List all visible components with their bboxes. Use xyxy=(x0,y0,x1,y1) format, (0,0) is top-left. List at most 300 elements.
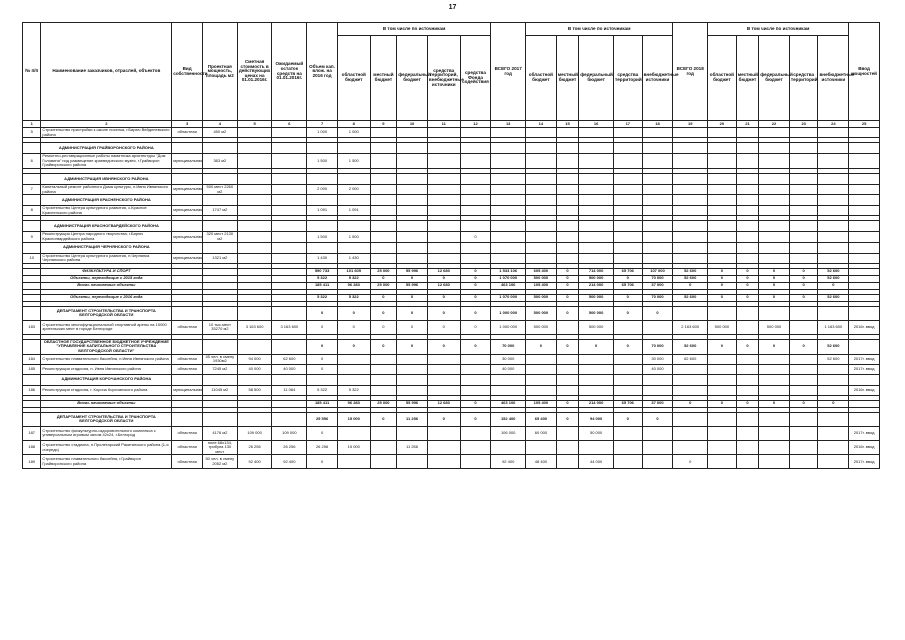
cell-value: 0 xyxy=(613,306,642,320)
empty-cell xyxy=(849,173,880,184)
cell-value xyxy=(491,184,526,194)
cell-value: 55 996 xyxy=(397,400,428,407)
cell-value: 25 000 xyxy=(370,282,397,289)
cell-value: 0 xyxy=(556,412,578,426)
cell-value xyxy=(673,154,708,169)
cell-value xyxy=(818,128,849,138)
cell-value xyxy=(759,354,790,364)
cell-value xyxy=(337,354,370,364)
cell-value xyxy=(736,320,758,334)
empty-cell xyxy=(460,143,491,154)
cell-value xyxy=(202,339,237,354)
cell-value: 0 xyxy=(736,294,758,301)
cell-value: 70 000 xyxy=(642,339,673,354)
empty-cell xyxy=(642,221,673,232)
cell-value xyxy=(849,206,880,216)
object-name: Объекты, переходящие с 2015 года xyxy=(41,275,172,282)
empty-cell xyxy=(579,173,614,184)
object-name: ДЕПАРТАМЕНТ СТРОИТЕЛЬСТВА И ТРАНСПОРТА БЕЛГОРОДСКОЙ ОБЛАСТИ xyxy=(41,306,172,320)
cell-value xyxy=(272,268,307,275)
cell-value xyxy=(818,184,849,194)
cell-value xyxy=(579,385,614,395)
empty-cell xyxy=(172,195,203,206)
empty-cell xyxy=(237,221,272,232)
cell-value: областная xyxy=(172,426,203,440)
cell-value: 2017г. ввод xyxy=(849,354,880,364)
cell-value: 96 283 xyxy=(337,282,370,289)
cell-value xyxy=(272,306,307,320)
row-number xyxy=(23,268,41,275)
empty-cell xyxy=(556,374,578,385)
empty-cell xyxy=(370,242,397,253)
header-num: № п/п xyxy=(23,23,41,121)
column-number: 22 xyxy=(759,121,790,128)
empty-cell xyxy=(491,195,526,206)
row-number: 7 xyxy=(23,184,41,194)
cell-value: 0 xyxy=(789,339,818,354)
cell-value xyxy=(202,294,237,301)
cell-value xyxy=(397,253,428,263)
cell-value: 450 м2 xyxy=(202,128,237,138)
cell-value: 0 xyxy=(427,320,460,334)
cell-value xyxy=(789,128,818,138)
cell-value: 45 чел. в смену 1930м2 xyxy=(202,354,237,364)
cell-value xyxy=(237,282,272,289)
column-number: 23 xyxy=(789,121,818,128)
row-number xyxy=(23,275,41,282)
cell-value: 0 xyxy=(307,306,338,320)
column-number: 19 xyxy=(673,121,708,128)
cell-value: 52 600 xyxy=(818,294,849,301)
row-number xyxy=(23,339,41,354)
empty-cell xyxy=(272,221,307,232)
row-number: 184 xyxy=(23,354,41,364)
cell-value xyxy=(736,154,758,169)
cell-value xyxy=(642,385,673,395)
cell-value xyxy=(397,455,428,469)
empty-cell xyxy=(307,374,338,385)
cell-value xyxy=(172,282,203,289)
cell-value: 109 000 xyxy=(237,426,272,440)
cell-value xyxy=(789,354,818,364)
section-row xyxy=(23,143,880,154)
cell-value: 0 xyxy=(307,354,338,364)
object-name: Вновь начинаемые объекты xyxy=(41,282,172,289)
cell-value: 12 680 xyxy=(427,282,460,289)
cell-value xyxy=(427,154,460,169)
cell-value xyxy=(397,232,428,242)
cell-value: 500 000 xyxy=(579,294,614,301)
cell-value: 0 xyxy=(370,294,397,301)
column-number: 2 xyxy=(41,121,172,128)
cell-value xyxy=(491,253,526,263)
cell-value: 70 000 xyxy=(642,294,673,301)
cell-value xyxy=(708,206,737,216)
cell-value xyxy=(642,184,673,194)
cell-value xyxy=(337,455,370,469)
cell-value xyxy=(708,440,737,455)
cell-value xyxy=(397,385,428,395)
cell-value: 0 xyxy=(460,306,491,320)
cell-value xyxy=(397,206,428,216)
column-number: 3 xyxy=(172,121,203,128)
cell-value: 185 411 xyxy=(307,282,338,289)
cell-value: 0 xyxy=(759,294,790,301)
cell-value: 1 500 xyxy=(337,154,370,169)
empty-cell xyxy=(736,221,758,232)
cell-value xyxy=(642,232,673,242)
object-name: ДЕПАРТАМЕНТ СТРОИТЕЛЬСТВА И ТРАНСПОРТА БЕЛГОРОДСКОЙ ОБЛАСТИ xyxy=(41,412,172,426)
cell-value xyxy=(613,364,642,374)
cell-value xyxy=(789,154,818,169)
cell-value: 0 xyxy=(397,294,428,301)
cell-value: 500 000 xyxy=(526,294,557,301)
empty-cell xyxy=(307,173,338,184)
cell-value xyxy=(491,154,526,169)
section-row xyxy=(23,306,880,320)
cell-value xyxy=(526,206,557,216)
cell-value: 214 000 xyxy=(579,282,614,289)
cell-value xyxy=(556,128,578,138)
object-name: Строительство плавательного бассейна, г.Грайворон Грайворонского района xyxy=(41,455,172,469)
cell-value: 0 xyxy=(789,268,818,275)
cell-value xyxy=(759,455,790,469)
cell-value xyxy=(613,253,642,263)
cell-value xyxy=(708,306,737,320)
cell-value: муниципальная xyxy=(172,385,203,395)
section-row xyxy=(23,374,880,385)
empty-cell xyxy=(202,374,237,385)
cell-value: 52 600 xyxy=(818,268,849,275)
cell-value xyxy=(849,294,880,301)
cell-value: 1 091 xyxy=(307,206,338,216)
cell-value: 463 106 xyxy=(491,400,526,407)
cell-value xyxy=(759,154,790,169)
empty-cell xyxy=(237,143,272,154)
cell-value xyxy=(736,306,758,320)
cell-value xyxy=(202,275,237,282)
empty-cell xyxy=(397,221,428,232)
empty-cell xyxy=(579,242,614,253)
cell-value: 30 000 xyxy=(642,354,673,364)
cell-value: 5 322 xyxy=(307,275,338,282)
cell-value: 92 400 xyxy=(491,455,526,469)
cell-value xyxy=(237,275,272,282)
cell-value: 185 411 xyxy=(307,400,338,407)
cell-value xyxy=(613,426,642,440)
cell-value: 55 996 xyxy=(397,268,428,275)
cell-value: 214 000 xyxy=(579,400,614,407)
empty-cell xyxy=(789,173,818,184)
column-number: 10 xyxy=(397,121,428,128)
row-number xyxy=(23,306,41,320)
empty-cell xyxy=(849,374,880,385)
empty-cell xyxy=(202,221,237,232)
object-name: Строительство физкультурно-оздоровительного комплекса с универсальным игровым залом 42x24, г.Белгород xyxy=(41,426,172,440)
cell-value xyxy=(736,128,758,138)
column-number: 6 xyxy=(272,121,307,128)
empty-cell xyxy=(708,195,737,206)
cell-value xyxy=(673,232,708,242)
header-federal-2018: федеральный бюджет xyxy=(759,36,790,121)
cell-value: муниципальная xyxy=(172,206,203,216)
empty-cell xyxy=(708,221,737,232)
cell-value xyxy=(237,184,272,194)
investment-table xyxy=(22,22,880,469)
empty-cell xyxy=(759,242,790,253)
cell-value xyxy=(460,184,491,194)
cell-value xyxy=(789,232,818,242)
section-row xyxy=(23,173,880,184)
row-number xyxy=(23,282,41,289)
cell-value: 0 xyxy=(556,268,578,275)
cell-value xyxy=(613,440,642,455)
cell-value xyxy=(526,154,557,169)
row-number xyxy=(23,294,41,301)
column-number: 20 xyxy=(708,121,737,128)
cell-value: 0 xyxy=(337,306,370,320)
empty-cell xyxy=(759,143,790,154)
cell-value: 52 600 xyxy=(673,339,708,354)
object-name: ФИЗКУЛЬТУРА И СПОРТ xyxy=(41,268,172,275)
empty-cell xyxy=(460,173,491,184)
cell-value xyxy=(736,440,758,455)
cell-value xyxy=(708,232,737,242)
empty-cell xyxy=(673,195,708,206)
cell-value: 1747 м2 xyxy=(202,206,237,216)
header-local-2018: местный бюджет xyxy=(736,36,758,121)
row-number: 183 xyxy=(23,320,41,334)
cell-value xyxy=(370,206,397,216)
cell-value xyxy=(818,426,849,440)
cell-value xyxy=(272,184,307,194)
object-name: Объекты, переходящие с 2016 года xyxy=(41,294,172,301)
cell-value: областная xyxy=(172,354,203,364)
cell-value: 0 xyxy=(460,412,491,426)
cell-value xyxy=(427,206,460,216)
cell-value xyxy=(370,232,397,242)
cell-value: 0 xyxy=(370,339,397,354)
cell-value: 0 xyxy=(337,339,370,354)
object-name: ОБЛАСТНОЕ ГОСУДАРСТВЕННОЕ БЮДЖЕТНОЕ УЧРЕЖДЕНИЕ "УПРАВЛЕНИЕ КАПИТАЛЬНОГО СТРОИТЕЛЬСТВА БЕЛГОРОДСКОЙ ОБЛАСТИ" xyxy=(41,339,172,354)
empty-cell xyxy=(23,221,41,232)
cell-value: 25 000 xyxy=(370,268,397,275)
cell-value xyxy=(613,455,642,469)
cell-value xyxy=(642,253,673,263)
cell-value: 1321 м2 xyxy=(202,253,237,263)
cell-value xyxy=(337,364,370,374)
row-number: 5 xyxy=(23,128,41,138)
cell-value: 40 000 xyxy=(642,364,673,374)
cell-value: 500 000 xyxy=(526,275,557,282)
row-number: 8 xyxy=(23,206,41,216)
header-regional-2018: областной бюджет xyxy=(708,36,737,121)
empty-cell xyxy=(579,143,614,154)
cell-value: 0 xyxy=(460,268,491,275)
cell-value: 52 600 xyxy=(673,268,708,275)
empty-cell xyxy=(272,195,307,206)
empty-cell xyxy=(708,143,737,154)
cell-value xyxy=(849,306,880,320)
cell-value: 62 600 xyxy=(673,354,708,364)
object-name: Строительство стадиона, п.Пролетарский Ракитянского района (1-я очередь) xyxy=(41,440,172,455)
cell-value: 0 xyxy=(556,400,578,407)
empty-cell xyxy=(172,173,203,184)
cell-value xyxy=(272,282,307,289)
cell-value xyxy=(789,184,818,194)
cell-value xyxy=(237,294,272,301)
cell-value: 0 xyxy=(526,339,557,354)
cell-value: 0 xyxy=(613,275,642,282)
cell-value xyxy=(736,412,758,426)
cell-value: 0 xyxy=(759,268,790,275)
cell-value xyxy=(272,253,307,263)
cell-value: 2 163 600 xyxy=(673,320,708,334)
column-number: 16 xyxy=(579,121,614,128)
section-title: АДМИНИСТРАЦИЯ ГРАЙВОРОНСКОГО РАЙОНА xyxy=(41,143,172,154)
cell-value xyxy=(237,253,272,263)
empty-cell xyxy=(491,221,526,232)
empty-cell xyxy=(370,195,397,206)
empty-cell xyxy=(237,195,272,206)
cell-value: 55 996 xyxy=(397,282,428,289)
empty-cell xyxy=(307,242,338,253)
cell-value xyxy=(526,354,557,364)
empty-cell xyxy=(613,143,642,154)
cell-value xyxy=(789,455,818,469)
cell-value xyxy=(849,339,880,354)
empty-cell xyxy=(708,374,737,385)
header-federal-2016: федеральный бюджет xyxy=(397,36,428,121)
cell-value: 1 000 000 xyxy=(491,306,526,320)
cell-value: 363 м2 xyxy=(202,154,237,169)
cell-value: 25 556 xyxy=(307,412,338,426)
cell-value xyxy=(370,253,397,263)
cell-value: 11 064 xyxy=(272,385,307,395)
cell-value xyxy=(759,412,790,426)
cell-value xyxy=(237,306,272,320)
cell-value xyxy=(556,253,578,263)
section-title: АДМИНИСТРАЦИЯ ИВНЯНСКОГО РАЙОНА xyxy=(41,173,172,184)
cell-value xyxy=(789,412,818,426)
cell-value xyxy=(736,426,758,440)
cell-value xyxy=(526,440,557,455)
cell-value xyxy=(397,128,428,138)
empty-cell xyxy=(491,242,526,253)
cell-value: 37 000 xyxy=(642,282,673,289)
cell-value: 94 000 xyxy=(237,354,272,364)
empty-cell xyxy=(789,143,818,154)
cell-value: 0 xyxy=(427,306,460,320)
cell-value: 26 256 xyxy=(307,440,338,455)
cell-value xyxy=(172,339,203,354)
cell-value: 500 000 xyxy=(526,306,557,320)
cell-value xyxy=(579,354,614,364)
empty-cell xyxy=(642,374,673,385)
cell-value: 0 xyxy=(759,339,790,354)
cell-value xyxy=(202,306,237,320)
header-territory-2016: средства территорий, внебюджетные источники xyxy=(427,36,460,121)
cell-value: 40 000 xyxy=(491,364,526,374)
cell-value xyxy=(460,206,491,216)
cell-value: 500 000 xyxy=(579,275,614,282)
cell-value: 1 500 xyxy=(307,232,338,242)
empty-cell xyxy=(272,173,307,184)
cell-value xyxy=(642,128,673,138)
empty-cell xyxy=(849,242,880,253)
column-number: 24 xyxy=(818,121,849,128)
cell-value: 52 600 xyxy=(818,275,849,282)
empty-cell xyxy=(337,242,370,253)
cell-value xyxy=(427,455,460,469)
cell-value: 40 000 xyxy=(237,364,272,374)
empty-cell xyxy=(370,173,397,184)
cell-value xyxy=(759,306,790,320)
empty-cell xyxy=(818,143,849,154)
cell-value xyxy=(370,440,397,455)
empty-cell xyxy=(818,374,849,385)
header-sources-2018: В том числе по источникам xyxy=(708,23,849,36)
cell-value: 3 163 600 xyxy=(272,320,307,334)
cell-value: муниципальная xyxy=(172,232,203,242)
cell-value xyxy=(613,385,642,395)
cell-value xyxy=(579,184,614,194)
empty-cell xyxy=(849,221,880,232)
cell-value xyxy=(427,354,460,364)
empty-cell xyxy=(579,374,614,385)
empty-cell xyxy=(370,143,397,154)
cell-value: 11 256 xyxy=(397,412,428,426)
cell-value xyxy=(579,128,614,138)
empty-cell xyxy=(272,143,307,154)
empty-cell xyxy=(337,221,370,232)
empty-cell xyxy=(23,195,41,206)
empty-cell xyxy=(759,374,790,385)
cell-value xyxy=(427,232,460,242)
cell-value xyxy=(736,253,758,263)
cell-value: 58 500 xyxy=(237,385,272,395)
cell-value: 2017г. ввод xyxy=(849,426,880,440)
empty-cell xyxy=(526,242,557,253)
empty-cell xyxy=(736,374,758,385)
cell-value xyxy=(849,128,880,138)
section-title: АДМИНИСТРАЦИЯ КРАСНОГВАРДЕЙСКОГО РАЙОНА xyxy=(41,221,172,232)
object-name: Строительство Центра культурного развития, с.Красное Красненского района xyxy=(41,206,172,216)
cell-value xyxy=(460,364,491,374)
empty-cell xyxy=(579,195,614,206)
header-territory-2017: средства территорий xyxy=(613,36,642,121)
cell-value xyxy=(202,282,237,289)
cell-value: 5 322 xyxy=(337,275,370,282)
cell-value: 0 xyxy=(708,339,737,354)
empty-cell xyxy=(172,221,203,232)
cell-value xyxy=(460,455,491,469)
cell-value xyxy=(759,385,790,395)
cell-value xyxy=(397,354,428,364)
cell-value xyxy=(818,253,849,263)
cell-value: 500 мест 2260 м2 xyxy=(202,184,237,194)
cell-value xyxy=(370,385,397,395)
empty-cell xyxy=(460,374,491,385)
cell-value xyxy=(736,184,758,194)
empty-cell xyxy=(673,374,708,385)
cell-value xyxy=(370,184,397,194)
header-regional-2017: областной бюджет xyxy=(526,36,557,121)
table-row xyxy=(23,440,880,455)
cell-value: 0 xyxy=(460,339,491,354)
cell-value xyxy=(526,232,557,242)
empty-cell xyxy=(460,242,491,253)
